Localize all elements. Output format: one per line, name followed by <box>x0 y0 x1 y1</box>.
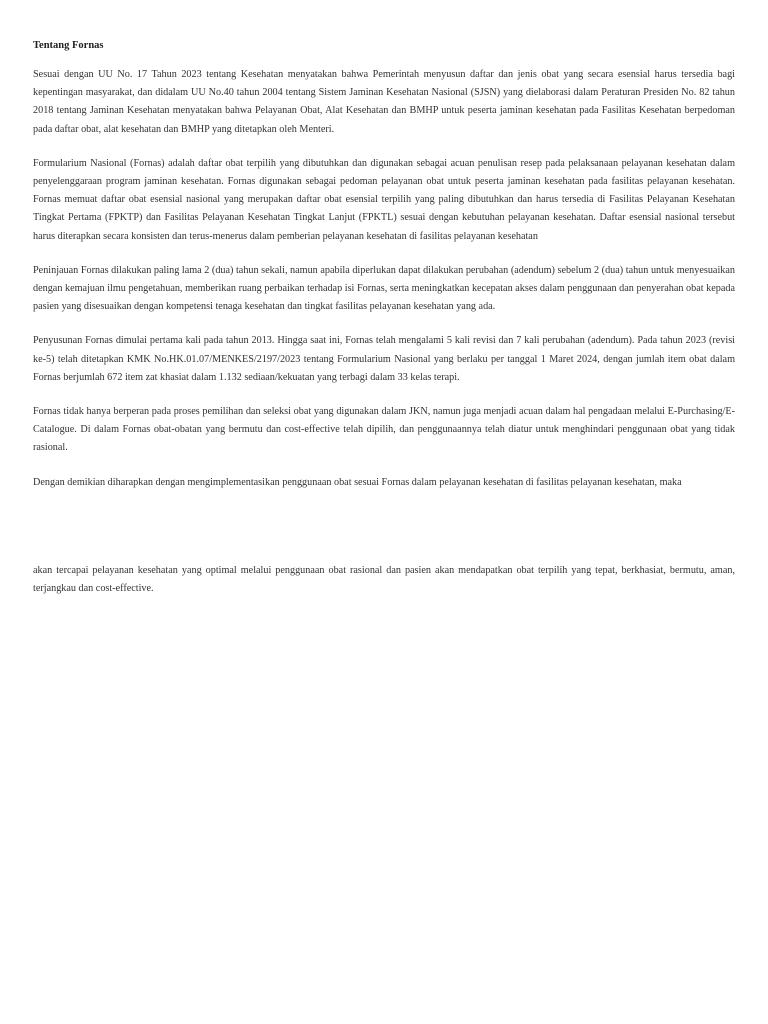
paragraph-role: Fornas tidak hanya berperan pada proses pemilihan dan seleksi obat yang digunakan dalam JKN, namun juga menjadi acuan dalam hal pengadaan melalui E-Purchasing/E-Catalogue. Di dalam Fornas obat-obatan yang bermutu dan cost-effective telah dipilih, dan penggunaannya telah diatur untuk menghindari penggunaan obat yang tidak rasional. <box>33 406 735 454</box>
document-page <box>33 34 735 598</box>
page-break-gap <box>33 492 735 562</box>
paragraph-history: Penyusunan Fornas dimulai pertama kali pada tahun 2013. Hingga saat ini, Fornas telah mengalami 5 kali revisi dan 7 kali perubahan (adendum). Pada tahun 2023 (revisi ke-5) telah ditetapkan KMK No.HK.01.07/MENKES/2197/2023 tentang Formularium Nasional yang berlaku per tanggal 1 Maret 2024, dengan jumlah item obat dalam Fornas berjumlah 672 item zat khasiat dalam 1.132 sediaan/kekuatan yang terbagi dalam 33 kelas terapi. <box>33 335 735 383</box>
paragraph-definition: Formularium Nasional (Fornas) adalah daftar obat terpilih yang dibutuhkan dan digunakan sebagai acuan penulisan resep pada pelaksanaan pelayanan kesehatan dalam penyelenggaraan program jaminan kesehatan. Fornas digunakan sebagai pedoman pelayanan obat untuk peserta jaminan kesehatan pada fasilitas pelayanan kesehatan. Fornas memuat daftar obat esensial nasional yang merupakan daftar obat esensial terpilih yang paling dibutuhkan dan harus tersedia di Fasilitas Pelayanan Kesehatan Tingkat Pertama (FPKTP) dan Fasilitas Pelayanan Kesehatan Tingkat Lanjut (FPKTL) sesuai dengan kebutuhan pelayanan kesehatan. Daftar esensial nasional tersebut harus diterapkan secara konsisten dan terus-menerus dalam pemberian pelayanan kesehatan di fasilitas pelayanan kesehatan <box>33 157 735 242</box>
paragraph-gap <box>33 387 735 403</box>
paragraph-conclusion: Dengan demikian diharapkan dengan mengimplementasikan penggunaan obat sesuai Fornas dalam pelayanan kesehatan di fasilitas pelayanan kesehatan, maka <box>33 476 682 488</box>
paragraph-legal-basis: Sesuai dengan UU No. 17 Tahun 2023 tentang Kesehatan menyatakan bahwa Pemerintah menyusun daftar dan jenis obat yang secara esensial harus tersedia bagi kepentingan masyarakat, dan didalam UU No.40 tahun 2004 tentang Sistem Jaminan Kesehatan Nasional (SJSN) yang dielaborasi dalam Peraturan Presiden No. 82 tahun 2018 tentang Jaminan Kesehatan menyatakan bahwa Pelayanan Obat, Alat Kesehatan dan BMHP untuk peserta jaminan kesehatan pada Fasilitas Kesehatan berpedoman pada daftar obat, alat kesehatan dan BMHP yang ditetapkan oleh Menteri. <box>33 69 735 135</box>
paragraph-gap <box>33 139 735 155</box>
paragraph-conclusion-continued: akan tercapai pelayanan kesehatan yang optimal melalui penggunaan obat rasional dan pasien akan mendapatkan obat terpilih yang tepat, berkhasiat, bermutu, aman, terjangkau dan cost-effective. <box>33 564 735 595</box>
paragraph-gap <box>33 246 735 262</box>
paragraph-review: Peninjauan Fornas dilakukan paling lama 2 (dua) tahun sekali, namun apabila diperlukan dapat dilakukan perubahan (adendum) sebelum 2 (dua) tahun untuk menyesuaikan dengan kemajuan ilmu pengetahuan, memberikan ruang perbaikan terhadap isi Fornas, serta meningkatkan kecepatan akses dalam penggunaan dan penyerahan obat kepada pasien yang disesuaikan dengan kompetensi tenaga kesehatan dan tingkat fasilitas pelayanan kesehatan yang ada. <box>33 264 735 313</box>
paragraph-gap <box>33 458 735 474</box>
document-title: Tentang Fornas <box>33 40 104 51</box>
paragraph-gap <box>33 316 735 332</box>
